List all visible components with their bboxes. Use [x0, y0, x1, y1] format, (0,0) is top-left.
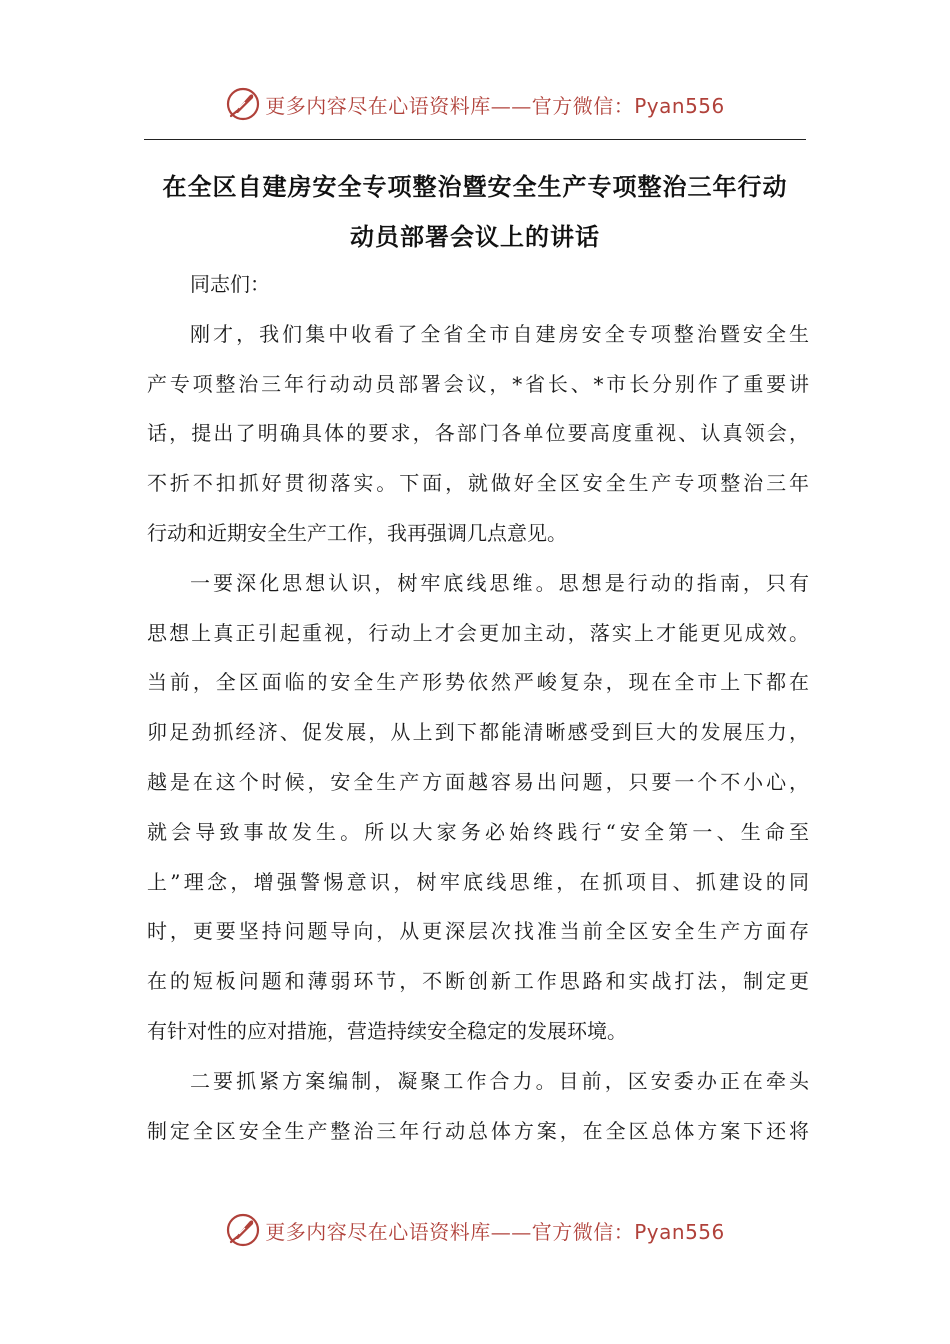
watermark-slogan: 更多内容尽在心语资料库: [265, 1219, 491, 1244]
body-line: 行动和近期安全生产工作，我再强调几点意见。: [147, 520, 567, 545]
watermark-contact-id: Pyan556: [634, 1219, 725, 1244]
body-line: 就会导致事故发生。所以大家务必始终践行“安全第一、生命至: [147, 819, 809, 844]
body-line: 一要深化思想认识，树牢底线思维。思想是行动的指南，只有: [190, 570, 809, 595]
body-line: 话，提出了明确具体的要求，各部门各单位要高度重视、认真领会，: [147, 421, 809, 446]
body-line: 思想上真正引起重视，行动上才会更加主动，落实上才能更见成效。: [147, 620, 809, 645]
watermark-contact-id: Pyan556: [634, 93, 725, 118]
body-line: 产专项整治三年行动动员部署会议，*省长、*市长分别作了重要讲: [147, 371, 809, 396]
body-line: 有针对性的应对措施，营造持续安全稳定的发展环境。: [147, 1018, 627, 1043]
body-line: 当前，全区面临的安全生产形势依然严峻复杂，现在全市上下都在: [147, 670, 809, 695]
body-line: 刚才，我们集中收看了全省全市自建房安全专项整治暨安全生: [190, 321, 809, 346]
watermark-text: [265, 90, 725, 119]
body-line: 不折不扣抓好贯彻落实。下面，就做好全区安全生产专项整治三年: [147, 471, 809, 496]
footer-watermark: [0, 1208, 950, 1252]
document-title-line-1: 在全区自建房安全专项整治暨安全生产专项整治三年行动: [162, 173, 788, 201]
watermark-dash: ——: [490, 1219, 532, 1244]
body-line: 在的短板问题和薄弱环节，不断创新工作思路和实战打法，制定更: [147, 969, 809, 994]
document-title-line-2: 动员部署会议上的讲话: [350, 223, 600, 251]
document-body: [147, 260, 809, 1156]
watermark-dash: ——: [490, 93, 532, 118]
watermark-contact-label: 官方微信：: [531, 93, 635, 118]
body-line: 制定全区安全生产整治三年行动总体方案，在全区总体方案下还将: [147, 1118, 809, 1143]
body-line: 同志们：: [190, 272, 270, 296]
body-line: 二要抓紧方案编制，凝聚工作合力。目前，区安委办正在牵头: [190, 1068, 809, 1093]
watermark-slogan: 更多内容尽在心语资料库: [265, 93, 491, 118]
body-line: 卯足劲抓经济、促发展，从上到下都能清晰感受到巨大的发展压力，: [147, 720, 809, 745]
quill-logo-icon: [225, 1212, 261, 1248]
quill-logo-icon: [225, 86, 261, 122]
body-line: 越是在这个时候，安全生产方面越容易出问题，只要一个不小心，: [147, 769, 809, 794]
watermark-text: [265, 1216, 725, 1245]
watermark-contact-label: 官方微信：: [531, 1219, 635, 1244]
body-line: 上”理念，增强警惕意识，树牢底线思维，在抓项目、抓建设的同: [147, 869, 809, 894]
body-line: 时，更要坚持问题导向，从更深层次找准当前全区安全生产方面存: [147, 919, 809, 944]
header-divider: [144, 139, 806, 140]
header-watermark: [0, 82, 950, 126]
